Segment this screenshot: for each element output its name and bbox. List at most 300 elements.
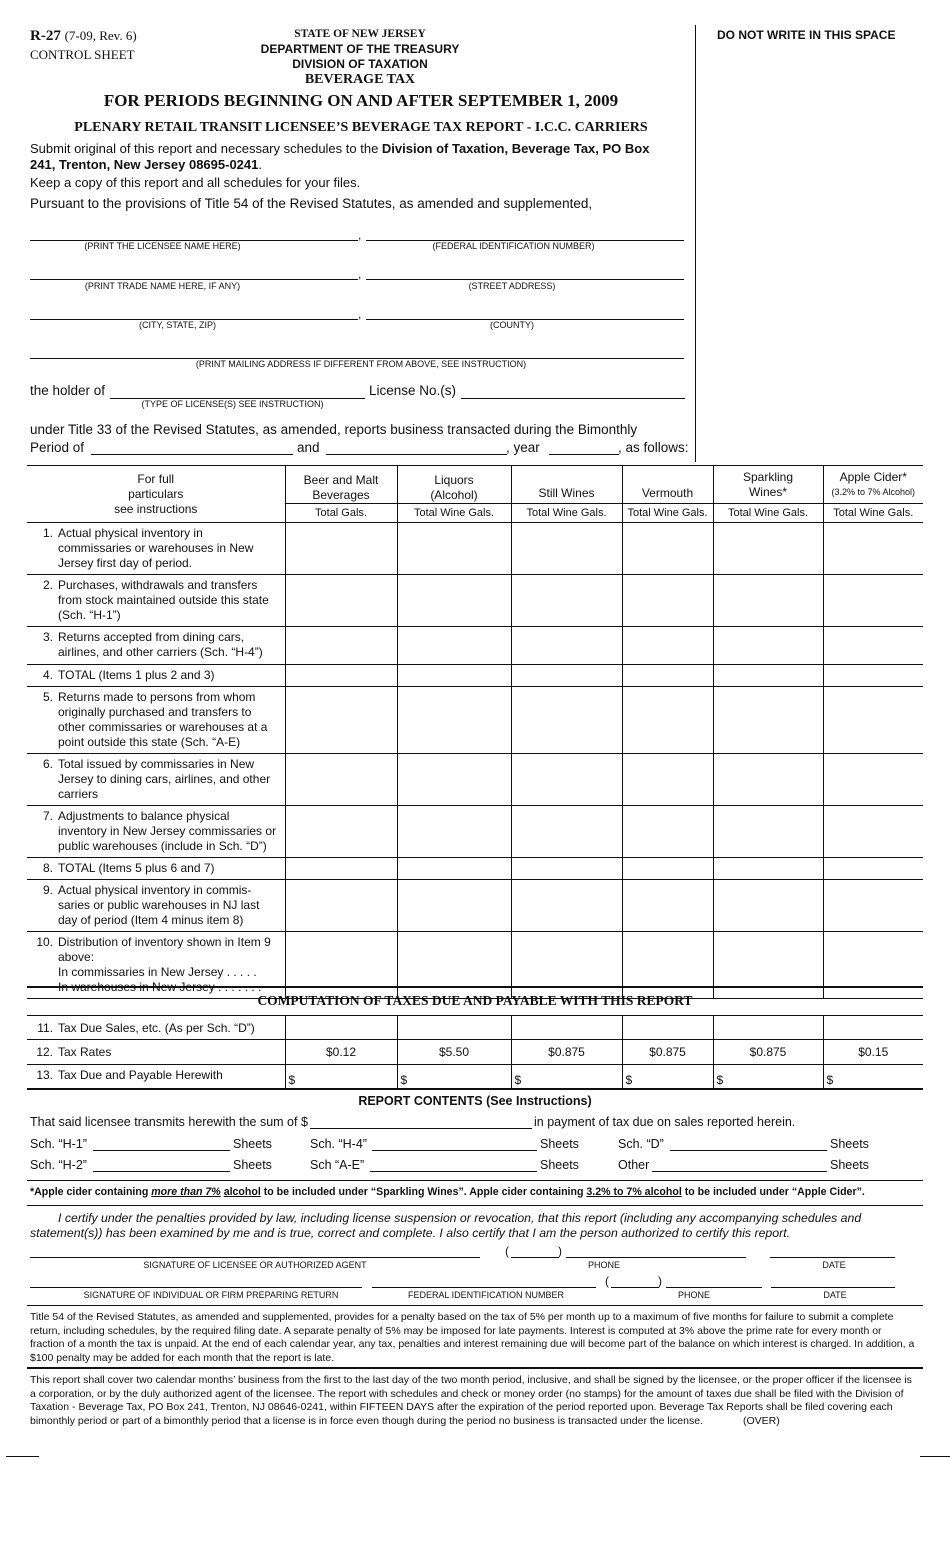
licensee-name-field[interactable]: [30, 223, 358, 241]
sch-h2-sheets-field[interactable]: [93, 1156, 230, 1172]
mailing-address-field[interactable]: [30, 341, 684, 359]
dollar-sign: $: [716, 1072, 724, 1087]
item-text-line: In commissaries in New Jersey . . . . .: [58, 965, 257, 979]
item-text-line: Actual physical inventory in commis-: [58, 883, 252, 897]
quantity-input-cell[interactable]: [823, 932, 923, 999]
col-head-line: Wines*: [748, 485, 787, 499]
item-label-cell: [27, 858, 285, 880]
date-caption: DATE: [823, 1290, 847, 1300]
sch-h2-label: Sch. “H-2”: [30, 1158, 87, 1172]
beer-column-header: [285, 466, 397, 504]
year-label: , year: [506, 440, 540, 455]
vermouth-column-header: [622, 466, 713, 504]
preparer-signature-field[interactable]: [30, 1272, 362, 1288]
street-address-caption: (STREET ADDRESS): [468, 281, 556, 291]
quantity-input-cell[interactable]: [713, 523, 823, 575]
item-label-cell: [27, 806, 285, 858]
transmits-label: That said licensee transmits herewith the sum of $: [30, 1115, 308, 1129]
quantity-input-cell[interactable]: [713, 627, 823, 665]
quantity-input-cell[interactable]: [511, 627, 622, 665]
item-text-line: Distribution of inventory shown in Item 9: [58, 935, 271, 949]
item-description: [27, 687, 285, 753]
item-text-line: carriers: [58, 787, 99, 801]
apple-cider-column-header: [823, 466, 923, 504]
quantity-input-cell[interactable]: [823, 858, 923, 880]
tax-due-input[interactable]: [622, 1016, 713, 1040]
item-label: Tax Rates: [58, 1045, 112, 1059]
federal-id-field[interactable]: [366, 223, 684, 241]
col-head-line: Sparkling: [742, 470, 794, 484]
quantity-input-cell[interactable]: [285, 858, 397, 880]
table-row: [27, 665, 923, 687]
item-13-label-cell: [27, 1065, 285, 1089]
table-row: [27, 575, 923, 627]
item-description: [27, 575, 285, 626]
form-revision: (7-09, Rev. 6): [64, 28, 137, 43]
col-head-line: Beer and Malt: [303, 473, 379, 487]
other-sheets-field[interactable]: [652, 1156, 827, 1172]
particulars-line-2: particulars: [128, 486, 184, 501]
dollar-sign: $: [288, 1072, 296, 1087]
tax-due-input[interactable]: [511, 1016, 622, 1040]
quantity-input-cell[interactable]: [285, 687, 397, 754]
dollar-sign: $: [625, 1072, 633, 1087]
quantity-input-cell[interactable]: [511, 880, 622, 932]
computation-table: [27, 1015, 923, 1090]
quantity-input-cell[interactable]: [823, 754, 923, 806]
quantity-input-cell[interactable]: [713, 754, 823, 806]
item-text-line: Purchases, withdrawals and transfers: [58, 578, 258, 592]
quantity-input-cell[interactable]: [285, 806, 397, 858]
quantity-input-cell[interactable]: [622, 806, 713, 858]
quantity-input-cell[interactable]: [511, 858, 622, 880]
table-row: [27, 754, 923, 806]
submit-instructions: [30, 141, 695, 173]
license-type-caption: (TYPE OF LICENSE(S) SEE INSTRUCTION): [141, 399, 324, 409]
quantity-input-cell[interactable]: [285, 575, 397, 627]
item-label: Tax Due Sales, etc. (As per Sch. “D”): [58, 1020, 255, 1035]
fein-caption: FEDERAL IDENTIFICATION NUMBER: [407, 1290, 564, 1300]
divider: [27, 1205, 923, 1206]
quantity-input-cell[interactable]: [713, 665, 823, 687]
computation-title: COMPUTATION OF TAXES DUE AND PAYABLE WITH THIS REPORT: [257, 993, 693, 1008]
item-label-cell: [27, 523, 285, 575]
quantity-input-cell[interactable]: [622, 858, 713, 880]
item-label-cell: [27, 932, 285, 999]
holder-of-label: the holder of: [30, 383, 106, 398]
quantity-input-cell[interactable]: [397, 858, 511, 880]
particulars-line-1: For full: [137, 471, 175, 486]
mailing-address-caption: (PRINT MAILING ADDRESS IF DIFFERENT FROM ABOVE, SEE INSTRUCTION): [195, 359, 527, 369]
tax-payable-input[interactable]: [397, 1065, 511, 1089]
sch-ae-sheets-field[interactable]: [370, 1156, 537, 1172]
item-text: [58, 690, 267, 750]
quantity-input-cell[interactable]: [713, 932, 823, 999]
item-description: [27, 880, 285, 931]
tax-rate-liquors: $5.50: [397, 1040, 511, 1065]
quantity-input-cell[interactable]: [622, 880, 713, 932]
period-year-field[interactable]: [549, 437, 619, 455]
particulars-line-3: see instructions: [114, 501, 198, 516]
beverage-tax-table: [27, 465, 923, 999]
quantity-input-cell[interactable]: [511, 575, 622, 627]
fold-mark: [920, 1456, 950, 1457]
tax-due-input[interactable]: [285, 1016, 397, 1040]
tax-payable-input[interactable]: [823, 1065, 923, 1089]
quantity-input-cell[interactable]: [285, 523, 397, 575]
item-text: [58, 861, 215, 876]
phone-number-field[interactable]: [566, 1242, 746, 1258]
item-text-line: (Sch. “H-1”): [58, 608, 121, 622]
item-text-line: public warehouses (include in Sch. “D”): [58, 839, 267, 853]
license-no-label: License No.(s): [369, 383, 457, 398]
pursuant-text: Pursuant to the provisions of Title 54 of the Revised Statutes, as amended and supplemented,: [30, 196, 593, 211]
trade-name-caption: (PRINT TRADE NAME HERE, IF ANY): [84, 281, 241, 291]
item-text-line: from stock maintained outside this state: [58, 593, 269, 607]
apple-cider-note: [30, 1186, 865, 1198]
section-divider: [27, 986, 923, 988]
quantity-input-cell[interactable]: [511, 754, 622, 806]
control-sheet-label: CONTROL SHEET: [30, 47, 135, 62]
quantity-input-cell[interactable]: [285, 754, 397, 806]
tax-rate-sparkling: $0.875: [713, 1040, 823, 1065]
unit-cell: [511, 504, 622, 523]
tax-payable-input[interactable]: [285, 1065, 397, 1089]
remittance-amount-field[interactable]: [310, 1113, 532, 1129]
do-not-write-label: DO NOT WRITE IN THIS SPACE: [717, 28, 896, 42]
report-contents-title: REPORT CONTENTS (See Instructions): [358, 1094, 592, 1108]
comma: ,: [358, 307, 362, 321]
item-number: 7.: [42, 809, 53, 823]
street-address-field[interactable]: [366, 262, 684, 280]
sch-d-label: Sch. “D”: [618, 1137, 664, 1151]
item-description: [27, 858, 285, 879]
unit-label: Total Wine Gals.: [413, 507, 495, 519]
item-text-line: Jersey first day of period.: [58, 556, 193, 570]
preparer-signature-caption: SIGNATURE OF INDIVIDUAL OR FIRM PREPARING RETURN: [83, 1290, 339, 1300]
item-text-line: TOTAL (Items 5 plus 6 and 7): [58, 861, 215, 875]
col-head-line: (Alcohol): [430, 488, 478, 502]
filing-paragraph: [30, 1374, 918, 1428]
paren: (: [605, 1274, 609, 1288]
submit-end: .: [258, 157, 262, 172]
quantity-input-cell[interactable]: [713, 687, 823, 754]
item-label-cell: [27, 575, 285, 627]
sch-h1-sheets-field[interactable]: [93, 1135, 230, 1151]
sch-ae-label: Sch “A-E”: [310, 1158, 365, 1172]
tax-rate-still-wines: $0.875: [511, 1040, 622, 1065]
quantity-input-cell[interactable]: [397, 575, 511, 627]
item-number: 11.: [37, 1020, 53, 1035]
item-text-line: saries or public warehouses in NJ last: [58, 898, 260, 912]
unit-label: Total Gals.: [315, 507, 367, 519]
quantity-input-cell[interactable]: [823, 627, 923, 665]
county-caption: (COUNTY): [490, 320, 534, 330]
item-text: [58, 883, 259, 928]
item-number: 8.: [42, 861, 53, 875]
quantity-input-cell[interactable]: [622, 754, 713, 806]
quantity-input-cell[interactable]: [285, 932, 397, 999]
table-row: [27, 806, 923, 858]
quantity-input-cell[interactable]: [823, 687, 923, 754]
sch-h1-label: Sch. “H-1”: [30, 1137, 87, 1151]
quantity-input-cell[interactable]: [397, 687, 511, 754]
license-type-field[interactable]: [110, 381, 365, 399]
unit-cell: [397, 504, 511, 523]
item-description: [27, 665, 285, 686]
division-heading: DIVISION OF TAXATION: [292, 57, 428, 71]
office-use-divider: [695, 25, 696, 462]
unit-label: Total Wine Gals.: [627, 507, 708, 519]
unit-label: Total Wine Gals.: [833, 507, 914, 519]
sheets-label: Sheets: [233, 1137, 272, 1151]
item-text-line: Returns accepted from dining cars,: [58, 630, 245, 644]
item-label-cell: [27, 754, 285, 806]
item-label-cell: [27, 880, 285, 932]
beverage-tax-heading: BEVERAGE TAX: [304, 72, 416, 87]
submit-address-2: 241, Trenton, New Jersey 08695-0241: [30, 157, 259, 172]
dollar-sign: $: [400, 1072, 408, 1087]
unit-label: Total Wine Gals.: [526, 507, 607, 519]
col-head-line: Vermouth: [641, 486, 694, 500]
item-description: [27, 627, 285, 663]
unit-cell: [823, 504, 923, 523]
item-text: [58, 526, 253, 571]
other-label: Other: [618, 1158, 650, 1172]
table-row: [27, 880, 923, 932]
item-text: [58, 668, 215, 683]
over-label: (OVER): [742, 1414, 780, 1427]
item-text: [58, 757, 270, 802]
penalty-paragraph: Title 54 of the Revised Statutes, as amended and supplemented, provides for a penalty based on the tax of 5% per month up to a maximum of five months for failure to submit a complete return, including schedules, by the required filing date. A separate penalty of 5% may be imposed for late payments. Interest is computed at 3% above the prime rate for every month or fraction of a month the tax is unpaid. At the end of each calendar year, any tax, penalties and interest remaining due will become part of the balance on which interest is charged. In addition, a $100 penalty may be added for each month that the report is late.: [30, 1311, 915, 1364]
licensee-signature-field[interactable]: [30, 1242, 480, 1258]
paren: ): [658, 1274, 662, 1288]
report-title: PLENARY RETAIL TRANSIT LICENSEE’S BEVERAGE TAX REPORT - I.C.C. CARRIERS: [74, 120, 648, 135]
sheets-label: Sheets: [830, 1137, 869, 1151]
tax-rate-apple-cider: $0.15: [823, 1040, 923, 1065]
tax-due-input[interactable]: [713, 1016, 823, 1040]
license-number-field[interactable]: [461, 381, 685, 399]
item-number: 6.: [42, 757, 53, 771]
item-description: [27, 806, 285, 857]
tax-payable-input[interactable]: [622, 1065, 713, 1089]
fold-mark: [6, 1456, 39, 1457]
sheets-label: Sheets: [540, 1158, 579, 1172]
sheets-label: Sheets: [830, 1158, 869, 1172]
quantity-input-cell[interactable]: [622, 687, 713, 754]
preparer-phone-field[interactable]: [666, 1272, 762, 1288]
department-heading: DEPARTMENT OF THE TREASURY: [260, 42, 460, 56]
comma: ,: [358, 228, 362, 242]
item-rows: [27, 523, 923, 999]
item-description: [27, 523, 285, 574]
phone-area-code-field[interactable]: [511, 1242, 559, 1258]
col-head-line: Beverages: [312, 488, 370, 502]
city-state-zip-field[interactable]: [30, 302, 358, 320]
quantity-input-cell[interactable]: [823, 523, 923, 575]
item-number: 12.: [36, 1045, 53, 1059]
col-head-line: Still Wines: [538, 486, 595, 500]
note-text: to be included under “Apple Cider”.: [681, 1186, 865, 1198]
form-id: R-27: [30, 28, 61, 44]
comma: ,: [358, 267, 362, 281]
item-number: 3.: [42, 630, 53, 644]
sheets-label: Sheets: [233, 1158, 272, 1172]
item-text-line: inventory in New Jersey commissaries or: [58, 824, 277, 838]
sparkling-wines-column-header: [713, 466, 823, 504]
state-heading: STATE OF NEW JERSEY: [294, 28, 426, 40]
submit-address-1: Division of Taxation, Beverage Tax, PO Box: [381, 141, 650, 156]
periods-heading: FOR PERIODS BEGINNING ON AND AFTER SEPTEMBER 1, 2009: [103, 91, 619, 110]
liquors-column-header: [397, 466, 511, 504]
filing-text: This report shall cover two calendar months’ business from the first to the last day of the two month period, inclusive, and shall be signed by the licensee, or the proper officer if the licensee is a corporation, or by the duly authorized agent of the licensee. The report with schedules and check or money order (no stamps) for the amount of taxes due shall be filed with the Division of Taxation - Beverage Tax, PO Box 241, Trenton, NJ 08646-0241, within FIFTEEN DAYS after the expiration of the period reported upon. Beverage Tax Reports shall be filed covering each bimonthly period or part of a bimonthly period that a license is in force even though during the period no business is transacted under the license.: [30, 1374, 912, 1427]
sch-h4-sheets-field[interactable]: [372, 1135, 537, 1151]
quantity-input-cell[interactable]: [823, 665, 923, 687]
tax-due-input[interactable]: [397, 1016, 511, 1040]
table-row: [27, 687, 923, 754]
note-emphasis: more than 7%: [151, 1186, 221, 1198]
unit-cell: [285, 504, 397, 523]
quantity-input-cell[interactable]: [397, 880, 511, 932]
quantity-input-cell[interactable]: [285, 880, 397, 932]
sch-d-sheets-field[interactable]: [670, 1135, 827, 1151]
paren: (: [505, 1244, 509, 1258]
quantity-input-cell[interactable]: [397, 665, 511, 687]
item-text-line: Jersey to dining cars, airlines, and other: [58, 772, 271, 786]
quantity-input-cell[interactable]: [511, 806, 622, 858]
quantity-input-cell[interactable]: [285, 665, 397, 687]
quantity-input-cell[interactable]: [713, 575, 823, 627]
unit-cell: [622, 504, 713, 523]
quantity-input-cell[interactable]: [397, 932, 511, 999]
item-number: 2.: [42, 578, 53, 592]
county-field[interactable]: [366, 302, 684, 320]
quantity-input-cell[interactable]: [511, 523, 622, 575]
col-head-line: Liquors: [434, 473, 474, 487]
preparer-date-field[interactable]: [771, 1272, 895, 1288]
quantity-input-cell[interactable]: [823, 575, 923, 627]
as-follows-label: , as follows:: [618, 440, 689, 455]
period-end-field[interactable]: [326, 437, 507, 455]
sch-h4-label: Sch. “H-4”: [310, 1137, 367, 1151]
item-text-line: Returns made to persons from whom: [58, 690, 256, 704]
licensee-name-caption: (PRINT THE LICENSEE NAME HERE): [84, 241, 241, 251]
preparer-fein-field[interactable]: [372, 1272, 596, 1288]
quantity-input-cell[interactable]: [285, 627, 397, 665]
item-text: [58, 630, 263, 660]
item-text-line: TOTAL (Items 1 plus 2 and 3): [58, 668, 215, 682]
item-12-label-cell: [27, 1040, 285, 1065]
item-text: [58, 809, 276, 854]
federal-id-caption: (FEDERAL IDENTIFICATION NUMBER): [432, 241, 595, 251]
quantity-input-cell[interactable]: [511, 687, 622, 754]
item-number: 13.: [36, 1068, 53, 1083]
quantity-input-cell[interactable]: [622, 575, 713, 627]
quantity-input-cell[interactable]: [713, 880, 823, 932]
quantity-input-cell[interactable]: [622, 627, 713, 665]
tax-rate-beer: $0.12: [285, 1040, 397, 1065]
quantity-input-cell[interactable]: [622, 932, 713, 999]
item-text-line: commissaries or warehouses in New: [58, 541, 254, 555]
item-number: 5.: [42, 690, 53, 704]
item-label-cell: [27, 687, 285, 754]
dollar-sign: $: [826, 1072, 834, 1087]
item-description: [27, 754, 285, 805]
divider: [27, 1180, 923, 1181]
col-head-line: Apple Cider*: [839, 470, 907, 484]
item-text-line: Actual physical inventory in: [58, 526, 203, 540]
unit-label: Total Wine Gals.: [727, 507, 809, 519]
item-label-cell: [27, 627, 285, 665]
tax-payable-input[interactable]: [511, 1065, 622, 1089]
period-start-field[interactable]: [91, 437, 293, 455]
in-payment-label: in payment of tax due on sales reported herein.: [534, 1115, 796, 1129]
quantity-input-cell[interactable]: [397, 754, 511, 806]
item-text-line: originally purchased and transfers to: [58, 705, 252, 719]
quantity-input-cell[interactable]: [713, 858, 823, 880]
quantity-input-cell[interactable]: [397, 627, 511, 665]
col-head-subline: (3.2% to 7% Alcohol): [831, 487, 916, 497]
paren: ): [558, 1244, 562, 1258]
item-number: 9.: [42, 883, 53, 897]
quantity-input-cell[interactable]: [622, 523, 713, 575]
trade-name-field[interactable]: [30, 262, 358, 280]
item-label-cell: [27, 665, 285, 687]
note-text: to be included under “Sparkling Wines”. Apple cider containing: [260, 1186, 587, 1198]
item-number: 4.: [42, 668, 53, 682]
table-row: [27, 932, 923, 999]
note-emphasis: alcohol: [223, 1186, 261, 1198]
quantity-input-cell[interactable]: [511, 932, 622, 999]
certification-statement: I certify under the penalties provided by law, including license suspension or revocation, that this report (including any accompanying schedules and statement(s)) has been examined by me and is true, correct and complete. I also certify that I am the person authorized to certify this report.: [30, 1211, 862, 1240]
and-label: and: [297, 440, 320, 455]
tax-due-input[interactable]: [823, 1016, 923, 1040]
quantity-input-cell[interactable]: [823, 806, 923, 858]
period-of-label: Period of: [30, 440, 85, 455]
tax-payable-input[interactable]: [713, 1065, 823, 1089]
still-wines-column-header: [511, 466, 622, 504]
city-state-zip-caption: (CITY, STATE, ZIP): [138, 320, 216, 330]
divider: [27, 1367, 923, 1369]
item-text-line: above:: [58, 950, 95, 964]
table-row: [27, 627, 923, 665]
quantity-input-cell[interactable]: [397, 806, 511, 858]
keep-copy-note: Keep a copy of this report and all schedules for your files.: [30, 175, 361, 190]
quantity-input-cell[interactable]: [823, 880, 923, 932]
item-text-line: Total issued by commissaries in New: [58, 757, 255, 771]
preparer-area-code-field[interactable]: [611, 1272, 659, 1288]
date-field[interactable]: [770, 1242, 895, 1258]
date-caption: DATE: [822, 1260, 846, 1270]
item-text-line: day of period (Item 4 minus item 8): [58, 913, 244, 927]
quantity-input-cell[interactable]: [511, 665, 622, 687]
phone-caption: PHONE: [677, 1290, 710, 1300]
submit-prefix: Submit original of this report and necessary schedules to the: [30, 141, 382, 156]
quantity-input-cell[interactable]: [397, 523, 511, 575]
item-text-line: airlines, and other carriers (Sch. “H-4”): [58, 645, 263, 659]
item-11-label-cell: [27, 1016, 285, 1040]
quantity-input-cell[interactable]: [622, 665, 713, 687]
form-id-line: [30, 28, 137, 45]
tax-rate-vermouth: $0.875: [622, 1040, 713, 1065]
table-row: [27, 523, 923, 575]
quantity-input-cell[interactable]: [713, 806, 823, 858]
item-text-line: Adjustments to balance physical: [58, 809, 230, 823]
note-text: *Apple cider containing: [30, 1186, 152, 1198]
table-row: [27, 858, 923, 880]
item-number: 10.: [36, 935, 53, 949]
item-text-line: other commissaries or warehouses at a: [58, 720, 268, 734]
